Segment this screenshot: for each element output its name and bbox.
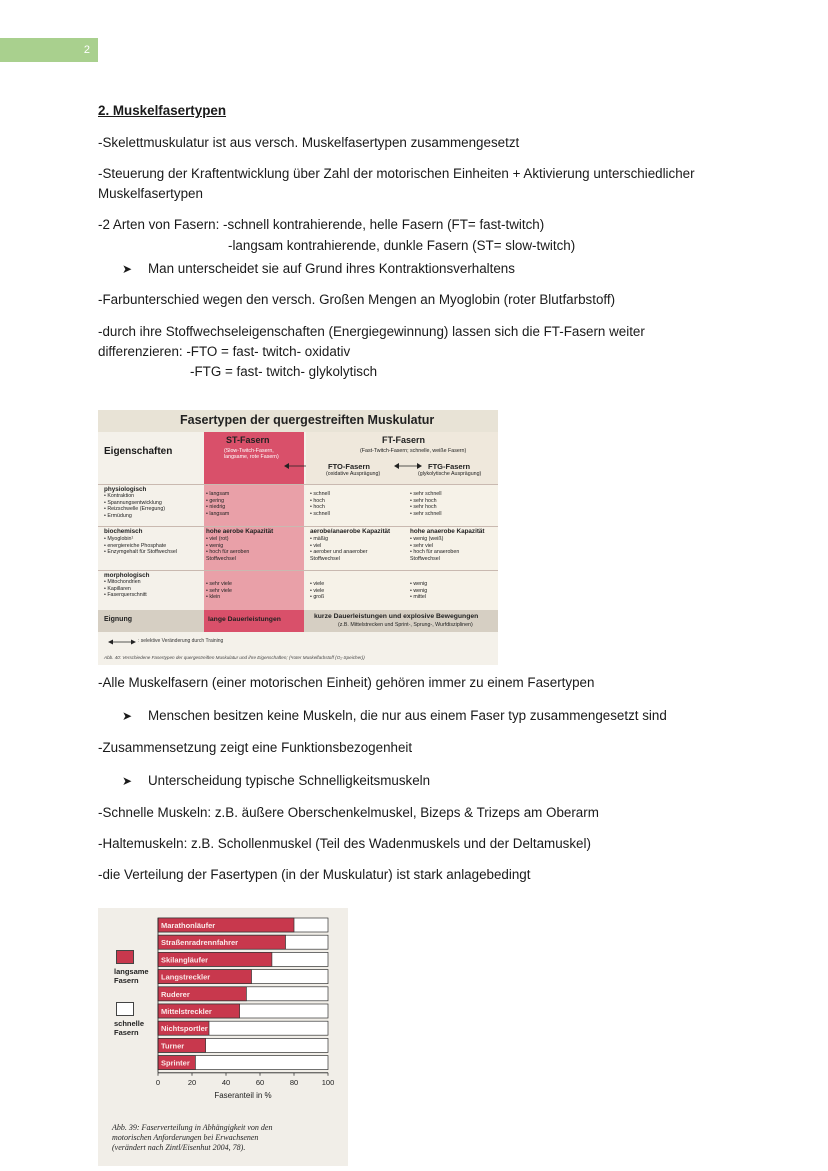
bar-category-label: Straßenradrennfahrer <box>161 938 239 948</box>
table-cell: • hoch <box>310 497 325 504</box>
table-cell: • wenig <box>410 587 428 594</box>
chart-caption: Abb. 39: Faserverteilung in Abhängigkeit von den motorischen Anforderungen bei Erwachsenen (verändert nach Zintl/Eisenhut 2004, 78). <box>112 1123 273 1152</box>
table-cell: Stoffwechsel <box>310 555 340 562</box>
bar-category-label: Sprinter <box>161 1058 190 1068</box>
table-cell: • viele <box>310 587 325 594</box>
paragraph: -Alle Muskelfasern (einer motorischen Einheit) gehören immer zu einem Fasertypen <box>98 675 595 690</box>
table-cell: • Enzymgehalt für Stoffwechsel <box>104 549 178 555</box>
bar-category-label: Mittelstreckler <box>161 1007 212 1016</box>
x-tick-label: 80 <box>289 1077 299 1087</box>
legend-label-fast: schnelle Fasern <box>114 1019 145 1037</box>
table-cell: • mäßig <box>310 536 329 542</box>
bar-chart <box>98 908 348 1123</box>
table-cell: • gering <box>206 497 225 504</box>
x-tick-label: 20 <box>187 1077 197 1087</box>
table-eigenschaften-label: Eigenschaften <box>104 446 173 457</box>
table-cell: • sehr viel <box>410 542 434 549</box>
table-cell: • hoch für anaeroben <box>410 549 460 555</box>
table-cell: • sehr hoch <box>410 504 437 510</box>
page-number: 2 <box>83 44 90 56</box>
table-cell: • wenig (weiß) <box>410 536 444 542</box>
section-heading: 2. Muskelfasertypen <box>98 103 227 118</box>
table-cell: • Kapillaren <box>104 585 131 592</box>
table-cell: • viel <box>310 542 322 549</box>
table-cell: • wenig <box>410 581 428 587</box>
paragraph: -2 Arten von Fasern: -schnell kontrahierende, helle Fasern (FT= fast-twitch) <box>98 217 545 232</box>
table-cell: • Ermüdung <box>104 512 132 519</box>
arrow-bullet-icon: ➤ <box>122 709 133 723</box>
table-cell: • viel (rot) <box>206 536 229 542</box>
page-number-tab <box>0 38 98 62</box>
table-cell: • Myoglobin¹ <box>104 536 134 542</box>
table-cell: • aerober und anaerober <box>310 549 368 555</box>
bar-category-label: Langstreckler <box>161 972 211 982</box>
table-cell: • langsam <box>206 510 230 517</box>
table-cell: • wenig <box>206 542 224 549</box>
paragraph: differenzieren: -FTO = fast- twitch- oxidativ <box>98 344 351 359</box>
table-cell: Stoffwechsel <box>206 555 236 562</box>
table-cell: • sehr hoch <box>410 497 437 504</box>
table-cell: • Reizschwelle (Erregung) <box>104 506 166 512</box>
table-cell: • Spannungsentwicklung <box>104 499 162 506</box>
table-caption: Abb. 40: Verschiedene Fasertypen der quergestreiften Muskulatur und ihre Eigenschaften; (¹roter Muskelfarbstoff (O₂-Speicher)) <box>104 655 365 660</box>
paragraph: -FTG = fast- twitch- glykolytisch <box>190 364 378 379</box>
paragraph: -Haltemuskeln: z.B. Schollenmuskel (Teil des Wadenmuskels und der Deltamuskel) <box>98 836 591 851</box>
fiber-distribution-chart-figure <box>98 908 348 1166</box>
table-cell: • Mitochondrien <box>104 579 141 585</box>
fiber-types-table-figure: Fasertypen der quergestreiften Muskulatur Eigenschaften ST-Fasern (Slow-Twitch-Fasern, langsame, rote Fasern) FT-Fasern (Fast-Twitch-Fasern; schnelle, weiße Fasern) FTO-Fasern (oxidative Ausprägung) FTG-Fasern (glykolytische Ausprägung) physiologisch biochemisch hohe aerobe Kapazität aerobe/anaerobe Kapazität hohe anaerobe Kapazität morphologisch Eignung lange Dauerleistungen kurze Dauerleistungen und explosive Bewegungen (z.B. Mittelstrecken und Sprint-, Sprung-, Wurfdisziplinen) : selektive Veränderung durch Training Abb. 40: Verschiedene Fasertypen der quergestreiften Muskulatur und ihre Eigenschaften; (¹roter Muskelfarbstoff (O₂-Speicher)) • Kontraktion • Spannungsentwicklung • Reizschwelle (Erregung) • Ermüdung • langsam • gering • niedrig • langsam • schnell • hoch • hoch • schnell • sehr schnell • sehr hoch • sehr hoch • sehr schnell • Myoglobin¹ • energiereiche Phosphate • Enzymgehalt für Stoffwechsel • viel (rot) • wenig • hoch für aeroben Stoffwechsel • mäßig • viel • aerober und anaerober Stoffwechsel • wenig (weiß) • sehr viel • hoch für anaeroben Stoffwechsel • Mitochondrien • Kapillaren • Faserquerschnitt • sehr viele • sehr viele • klein • viele • viele • groß • wenig • wenig • mittel <box>98 410 498 665</box>
table-cell: • hoch für aeroben <box>206 549 250 555</box>
x-tick-label: 0 <box>155 1077 161 1087</box>
table-cell: • viele <box>310 581 325 587</box>
table-cell: • Kontraktion <box>104 493 135 499</box>
legend-label-slow: langsame Fasern <box>114 967 149 985</box>
table-cell: • schnell <box>310 510 330 517</box>
x-tick-label: 40 <box>221 1077 231 1087</box>
x-axis-label: Faseranteil in % <box>214 1090 272 1100</box>
table-cell: • energiereiche Phosphate <box>104 542 167 549</box>
ft-header: FT-Fasern <box>382 435 426 445</box>
ftg-header: FTG-Fasern <box>428 462 471 471</box>
transition-arrows <box>284 460 498 472</box>
arrow-bullet-icon: ➤ <box>122 774 133 788</box>
bar-category-label: Skilangläufer <box>161 955 209 965</box>
paragraph: Muskelfasertypen <box>98 186 203 201</box>
bullet-item: ➤ Menschen besitzen keine Muskeln, die nur aus einem Faser typ zusammengesetzt sind <box>122 706 667 726</box>
paragraph: -langsam kontrahierende, dunkle Fasern (ST= slow-twitch) <box>228 238 576 253</box>
bullet-item: ➤ Man unterscheidet sie auf Grund ihres Kontraktionsverhaltens <box>122 259 515 279</box>
table-cell: • hoch <box>310 504 325 510</box>
table-cell: • klein <box>206 594 221 600</box>
paragraph: -die Verteilung der Fasertypen (in der Muskulatur) ist stark anlagebedingt <box>98 867 531 882</box>
fto-header: FTO-Fasern <box>328 462 370 471</box>
table-title: Fasertypen der quergestreiften Muskulatur <box>98 410 498 432</box>
paragraph: -Zusammensetzung zeigt eine Funktionsbezogenheit <box>98 740 413 755</box>
paragraph: -Skelettmuskulatur ist aus versch. Muskelfasertypen zusammengesetzt <box>98 135 520 150</box>
table-cell: • sehr viele <box>206 587 232 594</box>
bar-category-label: Nichtsportler <box>161 1024 208 1034</box>
table-cell: Stoffwechsel <box>410 555 440 562</box>
table-cell: • Faserquerschnitt <box>104 592 147 598</box>
table-cell: • groß <box>310 594 325 600</box>
st-header: ST-Fasern <box>226 435 270 445</box>
paragraph: -Schnelle Muskeln: z.B. äußere Oberschenkelmuskel, Bizeps & Trizeps am Oberarm <box>98 805 599 820</box>
bar-category-label: Turner <box>161 1041 185 1051</box>
table-cell: • langsam <box>206 491 230 497</box>
table-cell: • sehr schnell <box>410 510 442 517</box>
paragraph: -Steuerung der Kraftentwicklung über Zahl der motorischen Einheiten + Aktivierung unterschiedlicher <box>98 166 695 181</box>
x-tick-label: 100 <box>321 1077 335 1087</box>
table-legend: : selektive Veränderung durch Training <box>138 638 224 644</box>
table-cell: • sehr viele <box>206 581 232 587</box>
bar-category-label: Ruderer <box>161 989 190 999</box>
table-cell: • schnell <box>310 491 330 497</box>
paragraph: -Farbunterschied wegen den versch. Großen Mengen an Myoglobin (roter Blutfarbstoff) <box>98 292 616 307</box>
legend-arrow-icon <box>108 638 136 646</box>
arrow-bullet-icon: ➤ <box>122 262 133 276</box>
x-tick-label: 60 <box>255 1077 265 1087</box>
bar-category-label: Marathonläufer <box>161 921 216 930</box>
table-cell: • mittel <box>410 594 426 600</box>
paragraph: -durch ihre Stoffwechseleigenschaften (Energiegewinnung) lassen sich die FT-Fasern weiter <box>98 324 645 339</box>
bullet-item: ➤ Unterscheidung typische Schnelligkeitsmuskeln <box>122 771 430 791</box>
table-cell: • sehr schnell <box>410 491 442 497</box>
table-cell: • niedrig <box>206 504 226 510</box>
